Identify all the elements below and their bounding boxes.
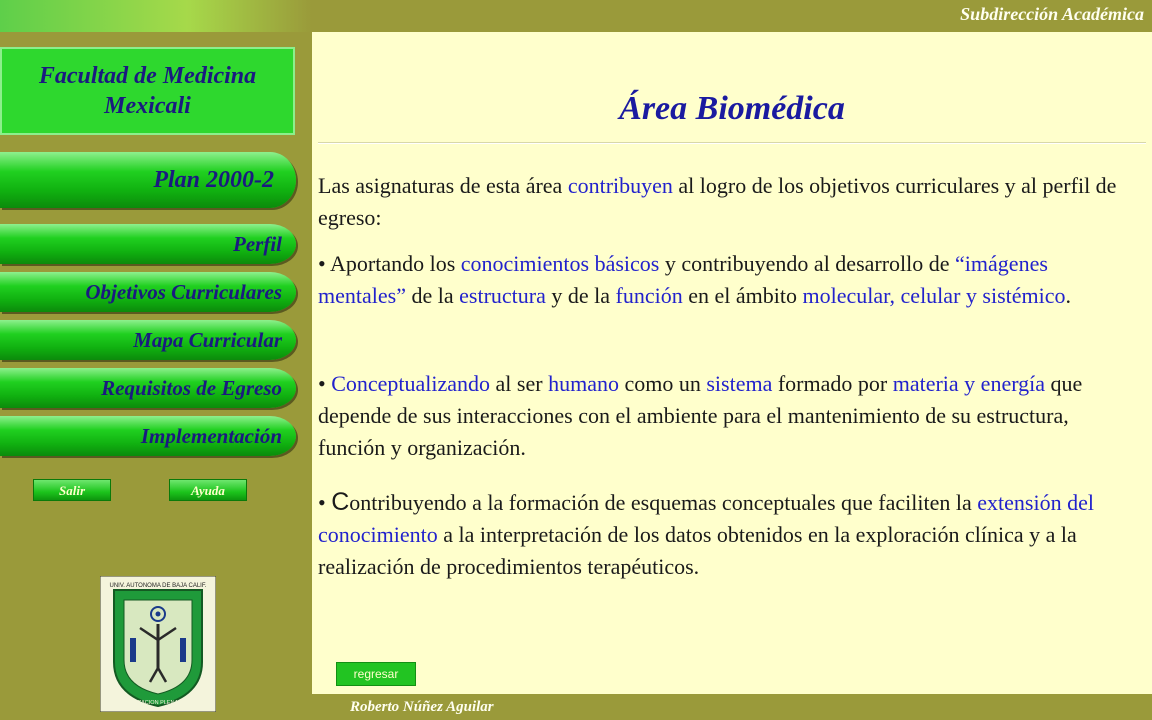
nav-mapa-curricular[interactable] xyxy=(0,320,296,360)
p3-text-3: a la interpretación de los datos obtenidos en la exploración clínica y a la realización de procedimientos terapéuticos. xyxy=(318,522,1077,579)
nav-requisitos-label: Requisitos de Egreso xyxy=(101,376,282,400)
faculty-box xyxy=(0,47,295,135)
faculty-campus: Mexicali xyxy=(104,93,191,119)
bullet-paragraph-3 xyxy=(318,486,1138,583)
seal-top-text: UNIV. AUTONOMA DE BAJA CALIF. xyxy=(109,583,207,589)
p1-text-6: . xyxy=(1065,283,1071,308)
title-divider xyxy=(318,142,1146,144)
nav-perfil[interactable] xyxy=(0,224,296,264)
p1-highlight-3: estructura xyxy=(459,283,546,308)
faculty-name: Facultad de Medicina xyxy=(38,63,257,89)
bullet-paragraph-1 xyxy=(318,248,1138,312)
intro-highlight-1: contribuyen xyxy=(567,173,673,198)
intro-text-2: al logro de los objetivos curriculares y al perfil de egreso: xyxy=(318,173,1117,230)
p3-text-2: ontribuyendo a la formación de esquemas conceptuales que faciliten la xyxy=(349,490,978,515)
p3-initial: C xyxy=(331,488,350,516)
p2-text-3: como un xyxy=(618,371,707,396)
top-bar xyxy=(312,0,1152,32)
university-seal-icon xyxy=(100,576,216,712)
seal-motto: POR LA REALIZACION PLENA DEL HOMBRE xyxy=(100,700,216,706)
nav-implementacion-label: Implementación xyxy=(140,424,282,448)
nav-mapa-label: Mapa Curricular xyxy=(133,328,282,352)
top-left-gradient xyxy=(0,0,312,32)
help-label: Ayuda xyxy=(191,483,225,498)
p2-text-4: formado por xyxy=(772,371,893,396)
nav-objetivos-curriculares[interactable] xyxy=(0,272,296,312)
intro-text-1: Las asignaturas de esta área xyxy=(318,173,568,198)
p1-highlight-1: conocimientos básicos xyxy=(460,251,660,276)
p2-highlight-1: Conceptualizando xyxy=(331,371,491,396)
p1-highlight-4: función xyxy=(615,283,683,308)
help-button[interactable] xyxy=(169,479,247,501)
exit-label: Salir xyxy=(58,483,85,498)
plan-button[interactable] xyxy=(0,152,296,208)
page-title: Área Biomédica xyxy=(619,90,845,127)
intro-paragraph xyxy=(318,170,1138,234)
p2-highlight-2: humano xyxy=(548,371,619,396)
p1-text-4: y de la xyxy=(545,283,616,308)
p2-text-5: que depende de sus interacciones con el ambiente para el mantenimiento de su estructura, función y organización. xyxy=(318,371,1083,460)
back-button[interactable] xyxy=(336,662,416,686)
back-label: regresar xyxy=(353,667,399,681)
nav-perfil-label: Perfil xyxy=(233,232,282,256)
p1-highlight-5: molecular, celular y sistémico xyxy=(802,283,1066,308)
p1-text-3: de la xyxy=(405,283,460,308)
p1-text-5: en el ámbito xyxy=(682,283,803,308)
plan-label: Plan 2000-2 xyxy=(153,167,274,193)
bullet-paragraph-2 xyxy=(318,368,1138,464)
header-title: Subdirección Académica xyxy=(960,4,1144,24)
p1-highlight-2: “imágenes mentales” xyxy=(318,251,1048,308)
p1-text-2: y contribuyendo al desarrollo de xyxy=(659,251,956,276)
nav-requisitos-de-egreso[interactable] xyxy=(0,368,296,408)
p3-text-1: • xyxy=(318,490,332,515)
footer-author: Roberto Núñez Aguilar xyxy=(350,699,494,715)
p3-highlight-1: extensión del conocimiento xyxy=(318,490,1094,547)
p2-text-1: • xyxy=(318,371,332,396)
p2-highlight-4: materia y energía xyxy=(892,371,1046,396)
p2-text-2: al ser xyxy=(490,371,549,396)
nav-implementacion[interactable] xyxy=(0,416,296,456)
main-content xyxy=(312,32,1152,694)
p2-highlight-3: sistema xyxy=(706,371,773,396)
exit-button[interactable] xyxy=(33,479,111,501)
p1-text-1: • Aportando los xyxy=(318,251,461,276)
nav-objetivos-label: Objetivos Curriculares xyxy=(85,280,282,304)
